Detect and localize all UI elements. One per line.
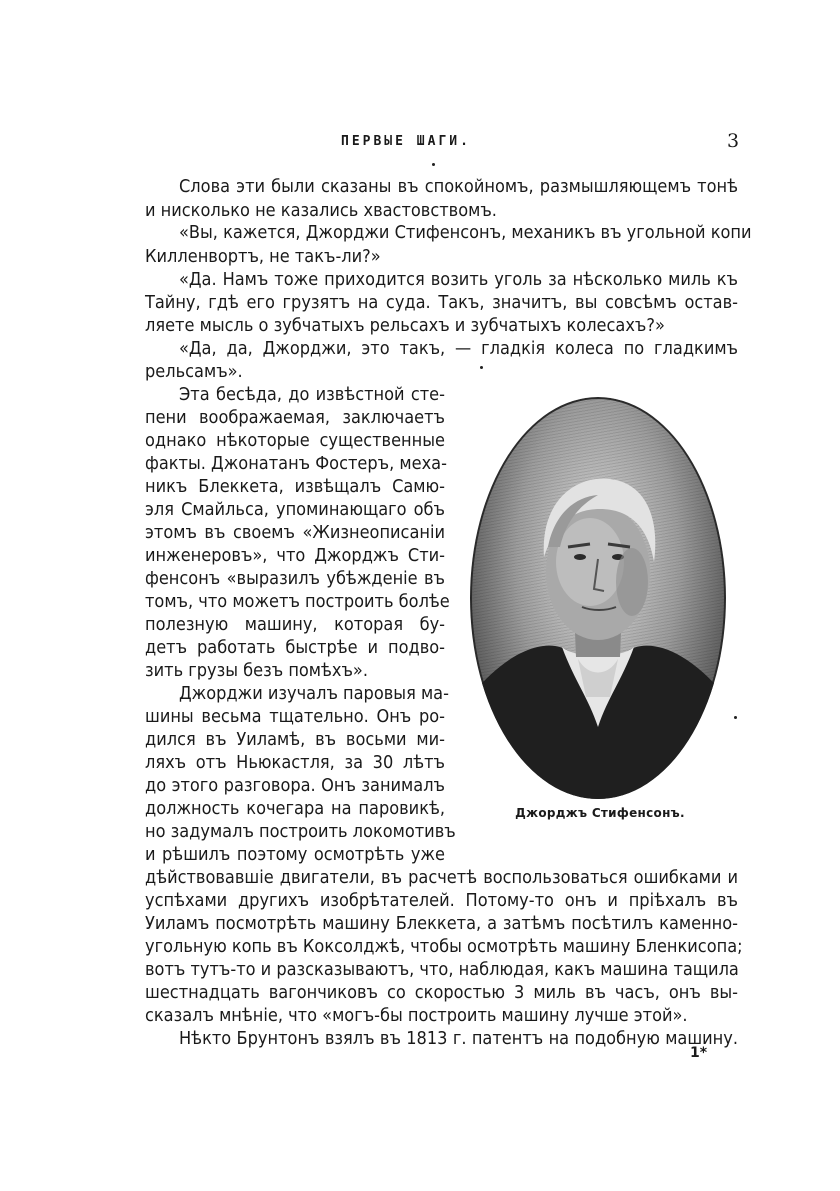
text-line: шестнадцать вагончиковъ со скоростью 3 миль въ часъ, онъ вы- [145, 982, 738, 1003]
text-line: ляете мысль о зубчатыхъ рельсахъ и зубчатыхъ колесахъ?» [145, 315, 665, 336]
text-line: рельсамъ». [145, 361, 243, 382]
text-line: Слова эти были сказаны въ спокойномъ, размышляющемъ тонѣ [179, 176, 738, 197]
ink-speck [734, 716, 737, 719]
text-line: Джорджи изучалъ паровыя ма- [179, 683, 449, 704]
text-line: Нѣкто Брунтонъ взялъ въ 1813 г. патентъ на подобную машину. [179, 1028, 738, 1049]
text-line: и рѣшилъ поэтому осмотрѣть уже [145, 844, 445, 865]
text-line: Килленвортъ, не такъ-ли?» [145, 246, 381, 267]
text-line: детъ работать быстрѣе и подво- [145, 637, 445, 658]
text-line: факты. Джонатанъ Фостеръ, меха- [145, 453, 447, 474]
text-line: «Вы, кажется, Джорджи Стифенсонъ, механикъ въ угольной копи [179, 222, 752, 243]
text-line: эля Смайльса, упоминающаго объ [145, 499, 445, 520]
text-line: вотъ тутъ-то и разсказываютъ, что, наблюдая, какъ машина тащила [145, 959, 739, 980]
portrait-drawing [470, 397, 726, 799]
text-line: до этого разговора. Онъ занималъ [145, 775, 445, 796]
text-line: успѣхами другихъ изобрѣтателей. Потому-то онъ и пріѣхалъ въ [145, 890, 738, 911]
text-line: фенсонъ «выразилъ убѣжденіе въ [145, 568, 445, 589]
text-line: угольную копь въ Коксолджѣ, чтобы осмотрѣть машину Бленкисопа; [145, 936, 743, 957]
text-line: Эта бесѣда, до извѣстной сте- [179, 384, 445, 405]
figure-caption: Джорджъ Стифенсонъ. [515, 806, 685, 820]
text-line: «Да, да, Джорджи, это такъ, — гладкія колеса по гладкимъ [179, 338, 738, 359]
ink-speck [432, 163, 435, 166]
text-line: «Да. Намъ тоже приходится возить уголь за нѣсколько миль къ [179, 269, 738, 290]
text-line: Тайну, гдѣ его грузятъ на суда. Такъ, значитъ, вы совсѣмъ остав- [145, 292, 738, 313]
portrait-engraving [470, 397, 726, 799]
text-line: но задумалъ построить локомотивъ [145, 821, 456, 842]
text-line: пени воображаемая, заключаетъ [145, 407, 445, 428]
text-line: однако нѣкоторые существенные [145, 430, 445, 451]
running-head [0, 130, 840, 158]
text-line: этомъ въ своемъ «Жизнеописаніи [145, 522, 445, 543]
text-line: никъ Блеккета, извѣщалъ Самю- [145, 476, 445, 497]
text-line: ляхъ отъ Ньюкастля, за 30 лѣтъ [145, 752, 445, 773]
text-line: полезную машину, которая бу- [145, 614, 445, 635]
text-line: инженеровъ», что Джорджъ Сти- [145, 545, 445, 566]
running-title: ПЕРВЫЕ ШАГИ. [341, 134, 471, 149]
page-number: 3 [727, 130, 740, 152]
text-line: сказалъ мнѣніе, что «могъ-бы построить машину лучше этой». [145, 1005, 688, 1026]
text-line: должность кочегара на паровикѣ, [145, 798, 445, 819]
text-line: зить грузы безъ помѣхъ». [145, 660, 368, 681]
text-line: дился въ Уиламѣ, въ восьми ми- [145, 729, 445, 750]
signature-mark: 1* [690, 1045, 708, 1061]
text-line: и нисколько не казались хвастовствомъ. [145, 200, 497, 221]
text-line: дѣйствовавшіе двигатели, въ расчетѣ воспользоваться ошибками и [145, 867, 738, 888]
text-line: Уиламъ посмотрѣть машину Блеккета, а затѣмъ посѣтилъ каменно- [145, 913, 738, 934]
text-line: шины весьма тщательно. Онъ ро- [145, 706, 445, 727]
text-line: томъ, что можетъ построить болѣе [145, 591, 450, 612]
portrait-figure [470, 397, 726, 799]
